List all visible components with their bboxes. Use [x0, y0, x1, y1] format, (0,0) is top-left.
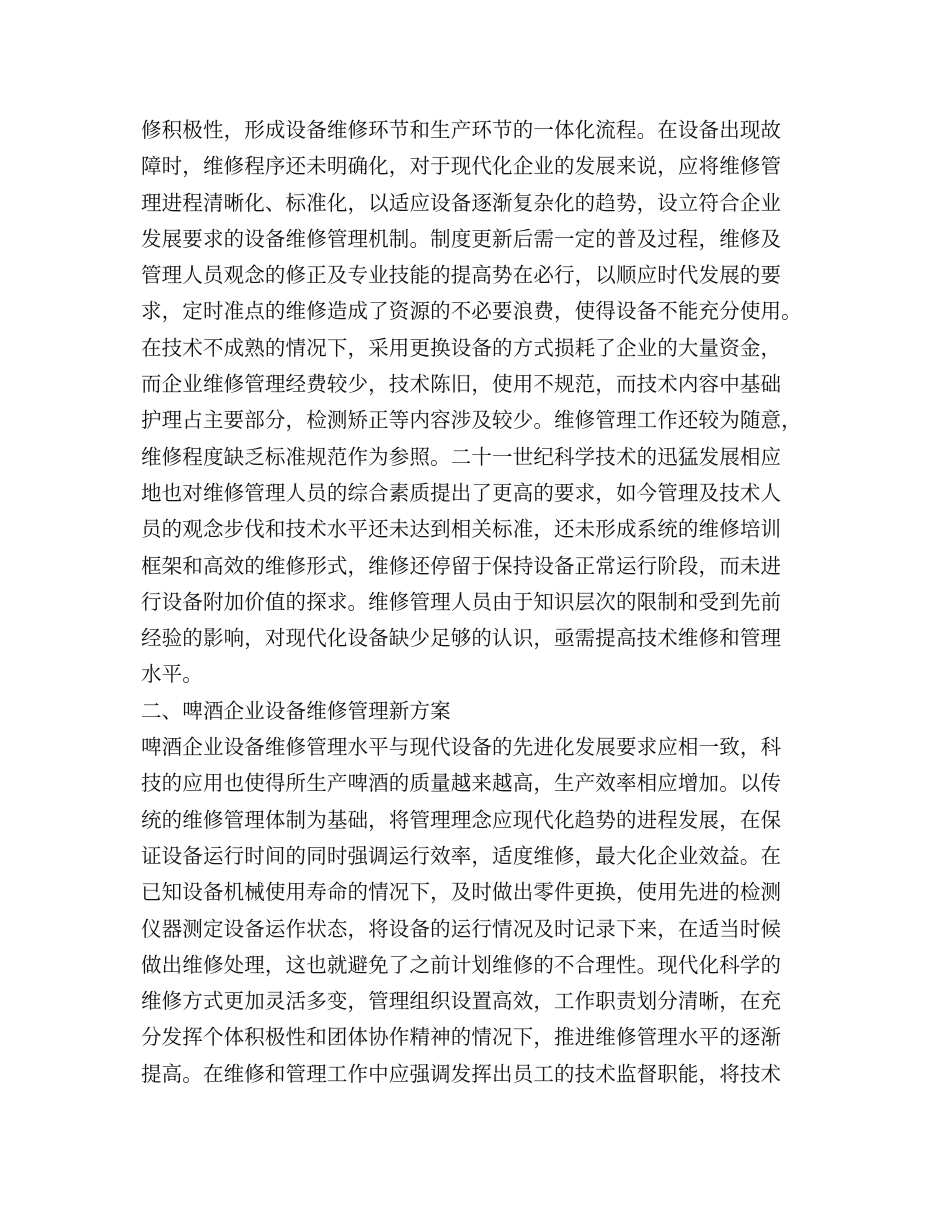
text-line: 做出维修处理，这也就避免了之前计划维修的不合理性。现代化科学的 [141, 952, 782, 977]
text-line: 维修程度缺乏标准规范作为参照。二十一世纪科学技术的迅猛发展相应 [141, 444, 782, 469]
text-line: 行设备附加价值的探求。维修管理人员由于知识层次的限制和受到先前 [141, 589, 782, 614]
text-line: 证设备运行时间的同时强调运行效率，适度维修，最大化企业效益。在 [141, 843, 782, 868]
text-line: 管理人员观念的修正及专业技能的提高势在必行，以顺应时代发展的要 [141, 263, 782, 288]
text-line: 障时，维修程序还未明确化，对于现代化企业的发展来说，应将维修管 [141, 154, 782, 179]
text-line: 框架和高效的维修形式，维修还停留于保持设备正常运行阶段，而未进 [141, 553, 782, 578]
text-line: 在技术不成熟的情况下，采用更换设备的方式损耗了企业的大量资金， [141, 335, 782, 360]
text-line: 水平。 [141, 662, 203, 687]
text-line: 经验的影响，对现代化设备缺少足够的认识，亟需提高技术维修和管理 [141, 626, 782, 651]
text-line: 发展要求的设备维修管理机制。制度更新后需一定的普及过程，维修及 [141, 226, 782, 251]
text-line: 已知设备机械使用寿命的情况下，及时做出零件更换，使用先进的检测 [141, 880, 782, 905]
text-line: 维修方式更加灵活多变，管理组织设置高效，工作职责划分清晰，在充 [141, 989, 782, 1014]
text-line: 地也对维修管理人员的综合素质提出了更高的要求，如今管理及技术人 [141, 480, 782, 505]
text-line: 员的观念步伐和技术水平还未达到相关标准，还未形成系统的维修培训 [141, 517, 782, 542]
text-line: 分发挥个体积极性和团体协作精神的情况下，推进维修管理水平的逐渐 [141, 1025, 782, 1050]
section-heading: 二、啤酒企业设备维修管理新方案 [141, 698, 451, 723]
text-line: 而企业维修管理经费较少，技术陈旧，使用不规范，而技术内容中基础 [141, 372, 782, 397]
text-line: 提高。在维修和管理工作中应强调发挥出员工的技术监督职能，将技术 [141, 1061, 782, 1086]
text-line: 技的应用也使得所生产啤酒的质量越来越高，生产效率相应增加。以传 [141, 771, 782, 796]
text-line: 修积极性，形成设备维修环节和生产环节的一体化流程。在设备出现故 [141, 118, 782, 142]
body-text [141, 112, 841, 1092]
text-line: 求，定时准点的维修造成了资源的不必要浪费，使得设备不能充分使用。 [141, 299, 802, 324]
text-line: 理进程清晰化、标准化，以适应设备逐渐复杂化的趋势，设立符合企业 [141, 190, 782, 215]
text-line: 仪器测定设备运作状态，将设备的运行情况及时记录下来，在适当时候 [141, 916, 782, 941]
text-line: 统的维修管理体制为基础，将管理理念应现代化趋势的进程发展，在保 [141, 807, 782, 832]
text-line: 啤酒企业设备维修管理水平与现代设备的先进化发展要求应相一致，科 [141, 735, 782, 760]
text-line: 护理占主要部分，检测矫正等内容涉及较少。维修管理工作还较为随意， [141, 408, 802, 433]
